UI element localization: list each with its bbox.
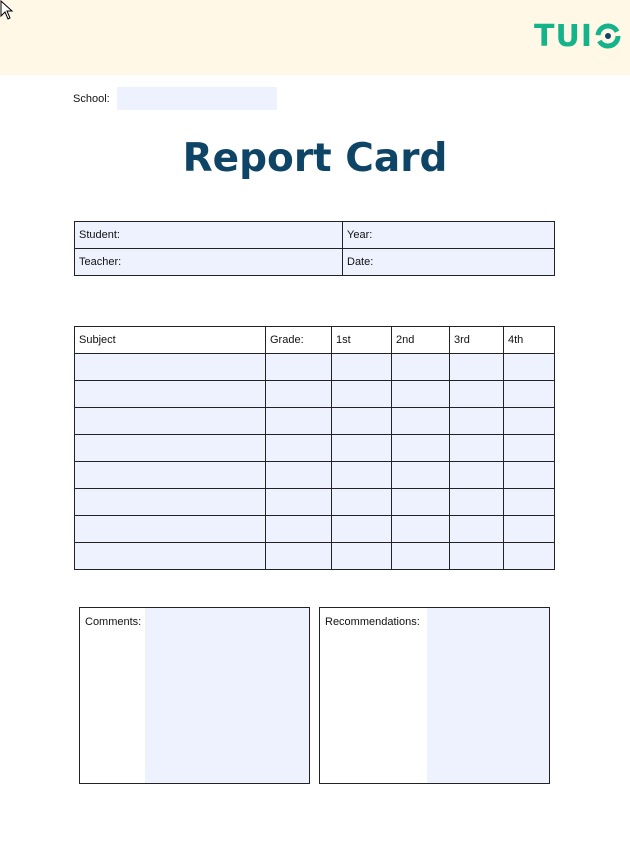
- col-header-3rd: 3rd: [450, 327, 504, 354]
- grade-cell-3rd[interactable]: [450, 354, 504, 381]
- grade-cell-1st[interactable]: [332, 354, 392, 381]
- grade-cell-grade[interactable]: [266, 489, 332, 516]
- grades-table: [74, 326, 555, 570]
- grade-cell-3rd[interactable]: [450, 489, 504, 516]
- grade-cell-1st[interactable]: [332, 462, 392, 489]
- grade-cell-grade[interactable]: [266, 516, 332, 543]
- grade-cell-4th[interactable]: [504, 462, 555, 489]
- grade-cell-2nd[interactable]: [392, 381, 450, 408]
- grade-cell-2nd[interactable]: [392, 489, 450, 516]
- grade-cell-grade[interactable]: [266, 381, 332, 408]
- comments-label: Comments:: [85, 616, 142, 628]
- grade-row: [75, 462, 555, 489]
- grade-cell-3rd[interactable]: [450, 516, 504, 543]
- year-field[interactable]: [343, 222, 555, 249]
- grade-row: [75, 408, 555, 435]
- grade-cell-2nd[interactable]: [392, 462, 450, 489]
- grade-cell-4th[interactable]: [504, 408, 555, 435]
- grade-cell-3rd[interactable]: [450, 435, 504, 462]
- student-label: Student:: [79, 229, 120, 241]
- grade-cell-2nd[interactable]: [392, 435, 450, 462]
- grade-cell-subject[interactable]: [75, 408, 266, 435]
- grade-cell-1st[interactable]: [332, 408, 392, 435]
- col-header-subject: Subject: [75, 327, 266, 354]
- logo-ring-icon: [594, 22, 622, 50]
- grade-cell-grade[interactable]: [266, 408, 332, 435]
- grade-cell-grade[interactable]: [266, 543, 332, 570]
- grade-cell-subject[interactable]: [75, 354, 266, 381]
- teacher-label: Teacher:: [79, 256, 122, 268]
- grade-cell-subject[interactable]: [75, 516, 266, 543]
- grade-cell-2nd[interactable]: [392, 354, 450, 381]
- student-info-table: [74, 221, 555, 276]
- grade-cell-2nd[interactable]: [392, 543, 450, 570]
- grade-cell-1st[interactable]: [332, 516, 392, 543]
- date-field[interactable]: [343, 249, 555, 276]
- grade-row: [75, 435, 555, 462]
- date-label: Date:: [347, 256, 374, 268]
- recommendations-box: [319, 607, 550, 784]
- grade-cell-1st[interactable]: [332, 489, 392, 516]
- grade-cell-3rd[interactable]: [450, 543, 504, 570]
- grade-cell-4th[interactable]: [504, 354, 555, 381]
- grade-cell-grade[interactable]: [266, 435, 332, 462]
- grade-cell-4th[interactable]: [504, 489, 555, 516]
- grade-cell-subject[interactable]: [75, 489, 266, 516]
- grade-cell-4th[interactable]: [504, 435, 555, 462]
- logo-text: TUI: [534, 18, 593, 54]
- student-field[interactable]: [75, 222, 343, 249]
- grade-row: [75, 354, 555, 381]
- grade-row: [75, 489, 555, 516]
- grade-cell-1st[interactable]: [332, 435, 392, 462]
- grade-row: [75, 516, 555, 543]
- grade-cell-grade[interactable]: [266, 354, 332, 381]
- grade-row: [75, 381, 555, 408]
- grade-cell-1st[interactable]: [332, 543, 392, 570]
- grade-cell-4th[interactable]: [504, 381, 555, 408]
- grade-cell-subject[interactable]: [75, 462, 266, 489]
- teacher-field[interactable]: [75, 249, 343, 276]
- grade-cell-3rd[interactable]: [450, 381, 504, 408]
- grade-cell-3rd[interactable]: [450, 462, 504, 489]
- recommendations-label: Recommendations:: [325, 616, 420, 628]
- grade-cell-2nd[interactable]: [392, 408, 450, 435]
- grade-row: [75, 543, 555, 570]
- grade-cell-1st[interactable]: [332, 381, 392, 408]
- grade-cell-subject[interactable]: [75, 543, 266, 570]
- grade-cell-subject[interactable]: [75, 381, 266, 408]
- year-label: Year:: [347, 229, 373, 241]
- grade-cell-4th[interactable]: [504, 516, 555, 543]
- grade-cell-4th[interactable]: [504, 543, 555, 570]
- comments-box: [79, 607, 310, 784]
- school-field[interactable]: [117, 87, 277, 110]
- recommendations-field[interactable]: [427, 608, 549, 783]
- grade-cell-subject[interactable]: [75, 435, 266, 462]
- comments-field[interactable]: [145, 608, 309, 783]
- grade-cell-3rd[interactable]: [450, 408, 504, 435]
- col-header-1st: 1st: [332, 327, 392, 354]
- col-header-2nd: 2nd: [392, 327, 450, 354]
- col-header-grade: Grade:: [266, 327, 332, 354]
- page-title: Report Card: [182, 136, 448, 181]
- grades-header-row: [75, 327, 555, 354]
- school-label: School:: [73, 93, 110, 105]
- col-header-4th: 4th: [504, 327, 555, 354]
- grade-cell-grade[interactable]: [266, 462, 332, 489]
- grade-cell-2nd[interactable]: [392, 516, 450, 543]
- tuio-logo: [534, 18, 622, 54]
- mouse-cursor-icon: [0, 0, 14, 20]
